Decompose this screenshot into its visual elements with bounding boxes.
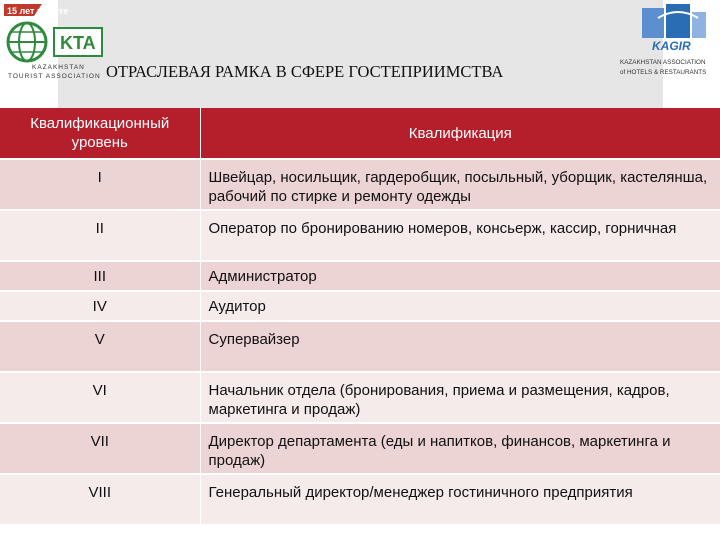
kta-tagline-2: TOURIST ASSOCIATION [8, 73, 101, 80]
kta-badge-text: 15 лет вместе [7, 6, 69, 16]
level-cell: V [0, 321, 200, 372]
table-row [0, 321, 720, 372]
level-cell: VII [0, 423, 200, 474]
qualification-cell: Генеральный директор/менеджер гостиничного предприятия [200, 474, 720, 524]
level-cell: VIII [0, 474, 200, 524]
table-row [0, 261, 720, 291]
kagir-tagline-1: KAZAKHSTAN ASSOCIATION [620, 59, 706, 66]
level-cell: VI [0, 372, 200, 423]
column-header-qualification: Квалификация [200, 108, 720, 159]
table-row [0, 423, 720, 474]
level-cell: IV [0, 291, 200, 321]
qualification-cell: Супервайзер [200, 321, 720, 372]
qualification-table [0, 108, 720, 524]
level-cell: III [0, 261, 200, 291]
kta-name: KTA [60, 33, 96, 53]
header-band [58, 0, 663, 108]
column-header-level: Квалификационный уровень [0, 108, 200, 159]
level-cell: II [0, 210, 200, 261]
qualification-cell: Администратор [200, 261, 720, 291]
qualification-cell: Директор департамента (еды и напитков, финансов, маркетинга и продаж) [200, 423, 720, 474]
table-row [0, 291, 720, 321]
table-header-row [0, 108, 720, 159]
kta-tagline-1: KAZAKHSTAN [32, 64, 85, 71]
qualification-cell: Аудитор [200, 291, 720, 321]
qualification-cell: Оператор по бронированию номеров, консьерж, кассир, горничная [200, 210, 720, 261]
qualification-cell: Начальник отдела (бронирования, приема и размещения, кадров, маркетинга и продаж) [200, 372, 720, 423]
qualification-cell: Швейцар, носильщик, гардеробщик, посыльный, уборщик, кастелянша, рабочий по стирке и ремонту одежды [200, 159, 720, 210]
kagir-name: KAGIR [652, 39, 691, 53]
level-cell: I [0, 159, 200, 210]
kta-globe-logo-icon [2, 2, 114, 102]
kagir-tagline-2: of HOTELS & RESTAURANTS [620, 69, 707, 76]
table-row [0, 210, 720, 261]
page-title: ОТРАСЛЕВАЯ РАМКА В СФЕРЕ ГОСТЕПРИИМСТВА [106, 62, 504, 81]
table-row [0, 474, 720, 524]
kagir-logo-icon [618, 2, 720, 102]
table-row [0, 159, 720, 210]
table-row [0, 372, 720, 423]
